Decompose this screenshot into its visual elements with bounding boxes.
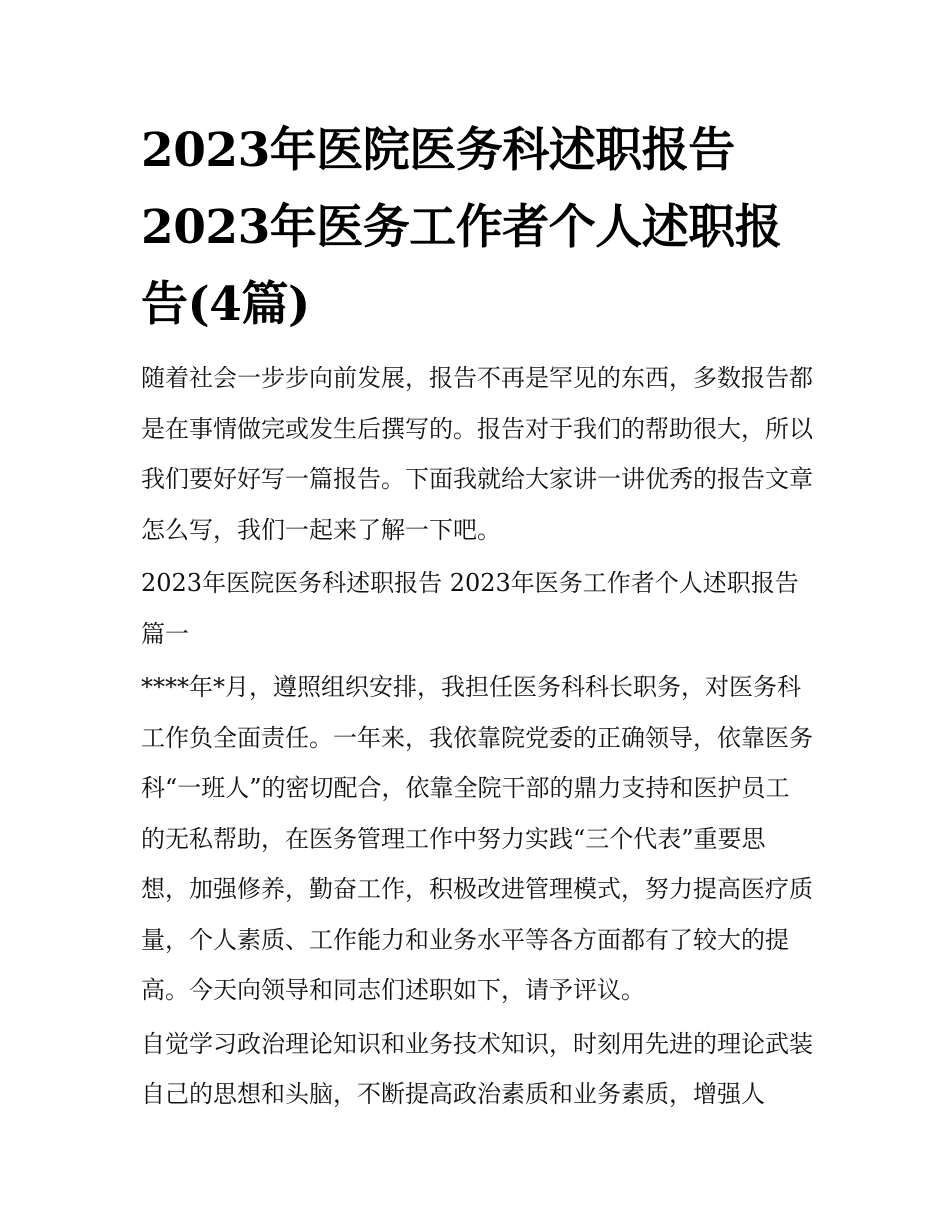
body-paragraph-1: ****年*月，遵照组织安排，我担任医务科科长职务，对医务科工作负全面责任。一年来，我依靠院党委的正确领导，依靠医务科“一班人”的密切配合，依靠全院干部的鼎力支持和医护员工的无私帮助，在医务管理工作中努力实践“三个代表”重要思想，加强修养，勤奋工作，积极改进管理模式，努力提高医疗质量，个人素质、工作能力和业务水平等各方面都有了较大的提高。今天向领导和同志们述职如下，请予评议。 bbox=[141, 673, 813, 1004]
title-line-2: 2023年医务工作者个人述职报告(4篇) bbox=[141, 200, 782, 332]
title-line-1: 2023年医院医务科述职报告 bbox=[141, 123, 735, 178]
document-body bbox=[141, 112, 813, 1120]
section-heading: 2023年医院医务科述职报告 2023年医务工作者个人述职报告篇一 bbox=[141, 569, 799, 648]
intro-paragraph: 随着社会一步步向前发展，报告不再是罕见的东西，多数报告都是在事情做完或发生后撰写的。报告对于我们的帮助很大，所以我们要好好写一篇报告。下面我就给大家讲一讲优秀的报告文章怎么写，我们一起来了解一下吧。 bbox=[141, 364, 813, 544]
document-title bbox=[141, 112, 813, 343]
body-paragraph-2: 自觉学习政治理论知识和业务技术知识，时刻用先进的理论武装自己的思想和头脑，不断提高政治素质和业务素质，增强人 bbox=[141, 1029, 813, 1108]
